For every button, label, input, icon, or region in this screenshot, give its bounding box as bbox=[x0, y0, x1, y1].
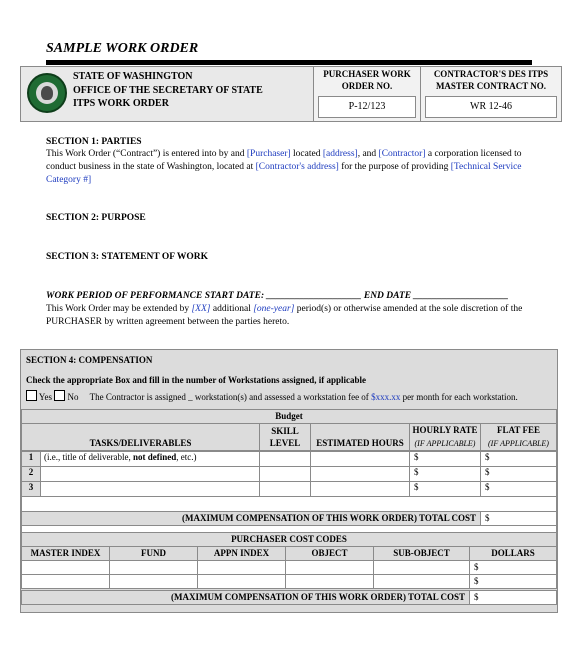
s1-purchaser-field[interactable]: [Purchaser] bbox=[246, 149, 291, 159]
col-skill-label: SKILL LEVEL bbox=[269, 426, 301, 448]
row-number: 2 bbox=[21, 466, 41, 482]
cc-appn-index-cell[interactable] bbox=[197, 574, 286, 589]
col-tasks-label: TASKS/DELIVERABLES bbox=[89, 438, 192, 448]
max-comp-value-2[interactable]: $ bbox=[469, 590, 557, 605]
period-text-1: This Work Order may be extended by bbox=[46, 304, 192, 314]
s1-text-1: This Work Order (“Contract”) is entered into by and bbox=[46, 149, 247, 159]
section1-heading: SECTION 1: PARTIES bbox=[46, 137, 142, 147]
section3-heading: SECTION 3: STATEMENT OF WORK bbox=[46, 252, 209, 262]
budget-label: Budget bbox=[275, 411, 303, 421]
skill-cell[interactable] bbox=[259, 451, 311, 467]
title-rule bbox=[46, 60, 532, 65]
contract-value-field[interactable]: WR 12-46 bbox=[425, 96, 557, 118]
task-text-b: not defined bbox=[132, 452, 177, 462]
section4-heading: SECTION 4: COMPENSATION bbox=[26, 355, 153, 365]
po-box bbox=[314, 67, 421, 121]
cc-col-object: OBJECT bbox=[285, 546, 374, 561]
row-number: 1 bbox=[21, 451, 41, 467]
yes-checkbox[interactable] bbox=[26, 390, 37, 401]
blank-row bbox=[21, 496, 557, 512]
s1-contractor-address-field[interactable]: [Contractor's address] bbox=[255, 162, 339, 172]
cc-object-cell[interactable] bbox=[285, 574, 374, 589]
compensation-table bbox=[20, 349, 558, 613]
task-cell[interactable] bbox=[40, 451, 260, 467]
cc-col-sub-object: SUB-OBJECT bbox=[373, 546, 470, 561]
fee-cell[interactable]: $ bbox=[480, 481, 557, 497]
col-hours-label: ESTIMATED HOURS bbox=[316, 438, 404, 448]
s1-text-2: located bbox=[290, 149, 323, 159]
header-block bbox=[20, 66, 562, 122]
cc-master-index-cell[interactable] bbox=[21, 560, 110, 575]
table-row bbox=[21, 451, 557, 467]
cost-code-row bbox=[21, 560, 557, 575]
col-fee-sub: (IF APPLICABLE) bbox=[488, 439, 549, 448]
assign-text-2: per month for each workstation. bbox=[400, 392, 518, 402]
max-comp-value[interactable]: $ bbox=[480, 511, 557, 526]
state-seal-icon bbox=[27, 73, 67, 113]
s1-category-field[interactable]: [Technical Service Category #] bbox=[46, 162, 522, 185]
period-label: WORK PERIOD OF PERFORMANCE START DATE: ____________________ END DATE ____________________ bbox=[46, 291, 509, 301]
extension-count-field[interactable]: [XX] bbox=[191, 304, 211, 314]
cost-code-row bbox=[21, 574, 557, 589]
cc-fund-cell[interactable] bbox=[109, 574, 198, 589]
period-text-3: period(s) or otherwise amended at the sole discretion of the PURCHASER by written agreement between the parties hereto. bbox=[46, 304, 523, 327]
section2-heading: SECTION 2: PURPOSE bbox=[46, 213, 146, 223]
contract-box bbox=[421, 67, 561, 121]
po-value-field[interactable]: P-12/123 bbox=[318, 96, 416, 118]
section4-instruction: Check the appropriate Box and fill in the number of Workstations assigned, if applicable bbox=[26, 375, 367, 385]
rate-cell[interactable]: $ bbox=[409, 481, 481, 497]
cc-master-index-cell[interactable] bbox=[21, 574, 110, 589]
workstation-line bbox=[26, 390, 518, 402]
hours-cell[interactable] bbox=[310, 451, 410, 467]
contract-label: CONTRACTOR'S DES ITPS MASTER CONTRACT NO. bbox=[433, 69, 549, 91]
no-label: No bbox=[67, 392, 79, 402]
hours-cell[interactable] bbox=[310, 481, 410, 497]
cc-sub-object-cell[interactable] bbox=[373, 574, 470, 589]
no-checkbox[interactable] bbox=[54, 390, 65, 401]
cc-fund-cell[interactable] bbox=[109, 560, 198, 575]
max-comp-label-2: (MAXIMUM COMPENSATION OF THIS WORK ORDER) TOTAL COST bbox=[21, 590, 470, 605]
cc-col-fund: FUND bbox=[109, 546, 198, 561]
cost-codes-header: PURCHASER COST CODES bbox=[21, 532, 557, 547]
fee-cell[interactable]: $ bbox=[480, 466, 557, 482]
col-tasks bbox=[21, 423, 260, 451]
table-row bbox=[21, 466, 557, 482]
col-hours bbox=[310, 423, 410, 451]
task-text-c: , etc.) bbox=[176, 452, 197, 462]
skill-cell[interactable] bbox=[259, 466, 311, 482]
s1-text-4: a corporation licensed to conduct business in the state of Washington, located at bbox=[46, 149, 522, 172]
row-number: 3 bbox=[21, 481, 41, 497]
cc-dollars-cell[interactable]: $ bbox=[469, 574, 557, 589]
assign-text-1: The Contractor is assigned _ workstation(s) and assessed a workstation fee of bbox=[89, 392, 372, 402]
s1-text-3: , and bbox=[357, 149, 379, 159]
s1-address-field[interactable]: [address] bbox=[322, 149, 358, 159]
cc-col-master-index: MASTER INDEX bbox=[21, 546, 110, 561]
period-text-2: additional bbox=[210, 304, 254, 314]
cc-col-dollars: DOLLARS bbox=[469, 546, 557, 561]
task-cell[interactable] bbox=[40, 481, 260, 497]
table-row bbox=[21, 481, 557, 497]
fee-cell[interactable]: $ bbox=[480, 451, 557, 467]
page-title: SAMPLE WORK ORDER bbox=[46, 41, 199, 56]
hours-cell[interactable] bbox=[310, 466, 410, 482]
cc-sub-object-cell[interactable] bbox=[373, 560, 470, 575]
org-line-3: ITPS WORK ORDER bbox=[73, 98, 169, 109]
workstation-fee-field[interactable]: $xxx.xx bbox=[371, 392, 401, 402]
max-comp-label: (MAXIMUM COMPENSATION OF THIS WORK ORDER) TOTAL COST bbox=[21, 511, 481, 526]
col-skill bbox=[259, 423, 311, 451]
cc-dollars-cell[interactable]: $ bbox=[469, 560, 557, 575]
org-line-2: OFFICE OF THE SECRETARY OF STATE bbox=[73, 85, 263, 96]
col-rate-sub: (IF APPLICABLE) bbox=[414, 439, 476, 448]
yes-label: Yes bbox=[38, 392, 53, 402]
col-rate-label: HOURLY RATE bbox=[412, 425, 478, 435]
extension-length-field[interactable]: [one-year] bbox=[253, 304, 295, 314]
s1-contractor-field[interactable]: [Contractor] bbox=[378, 149, 426, 159]
seal-portrait bbox=[41, 86, 53, 100]
rate-cell[interactable]: $ bbox=[409, 451, 481, 467]
cc-object-cell[interactable] bbox=[285, 560, 374, 575]
agency-cell bbox=[21, 67, 314, 121]
budget-header bbox=[21, 409, 557, 424]
period-body bbox=[46, 303, 536, 329]
s1-text-5: for the purpose of providing bbox=[338, 162, 451, 172]
col-fee bbox=[480, 423, 557, 451]
cc-col-appn-index: APPN INDEX bbox=[197, 546, 286, 561]
col-fee-label: FLAT FEE bbox=[497, 425, 540, 435]
skill-cell[interactable] bbox=[259, 481, 311, 497]
section1-body bbox=[46, 148, 536, 187]
task-cell[interactable] bbox=[40, 466, 260, 482]
po-label: PURCHASER WORK ORDER NO. bbox=[323, 69, 411, 91]
org-line-1: STATE OF WASHINGTON bbox=[73, 71, 193, 82]
rate-cell[interactable]: $ bbox=[409, 466, 481, 482]
col-rate bbox=[409, 423, 481, 451]
task-text-a: (i.e., title of deliverable, bbox=[44, 452, 133, 462]
cc-appn-index-cell[interactable] bbox=[197, 560, 286, 575]
